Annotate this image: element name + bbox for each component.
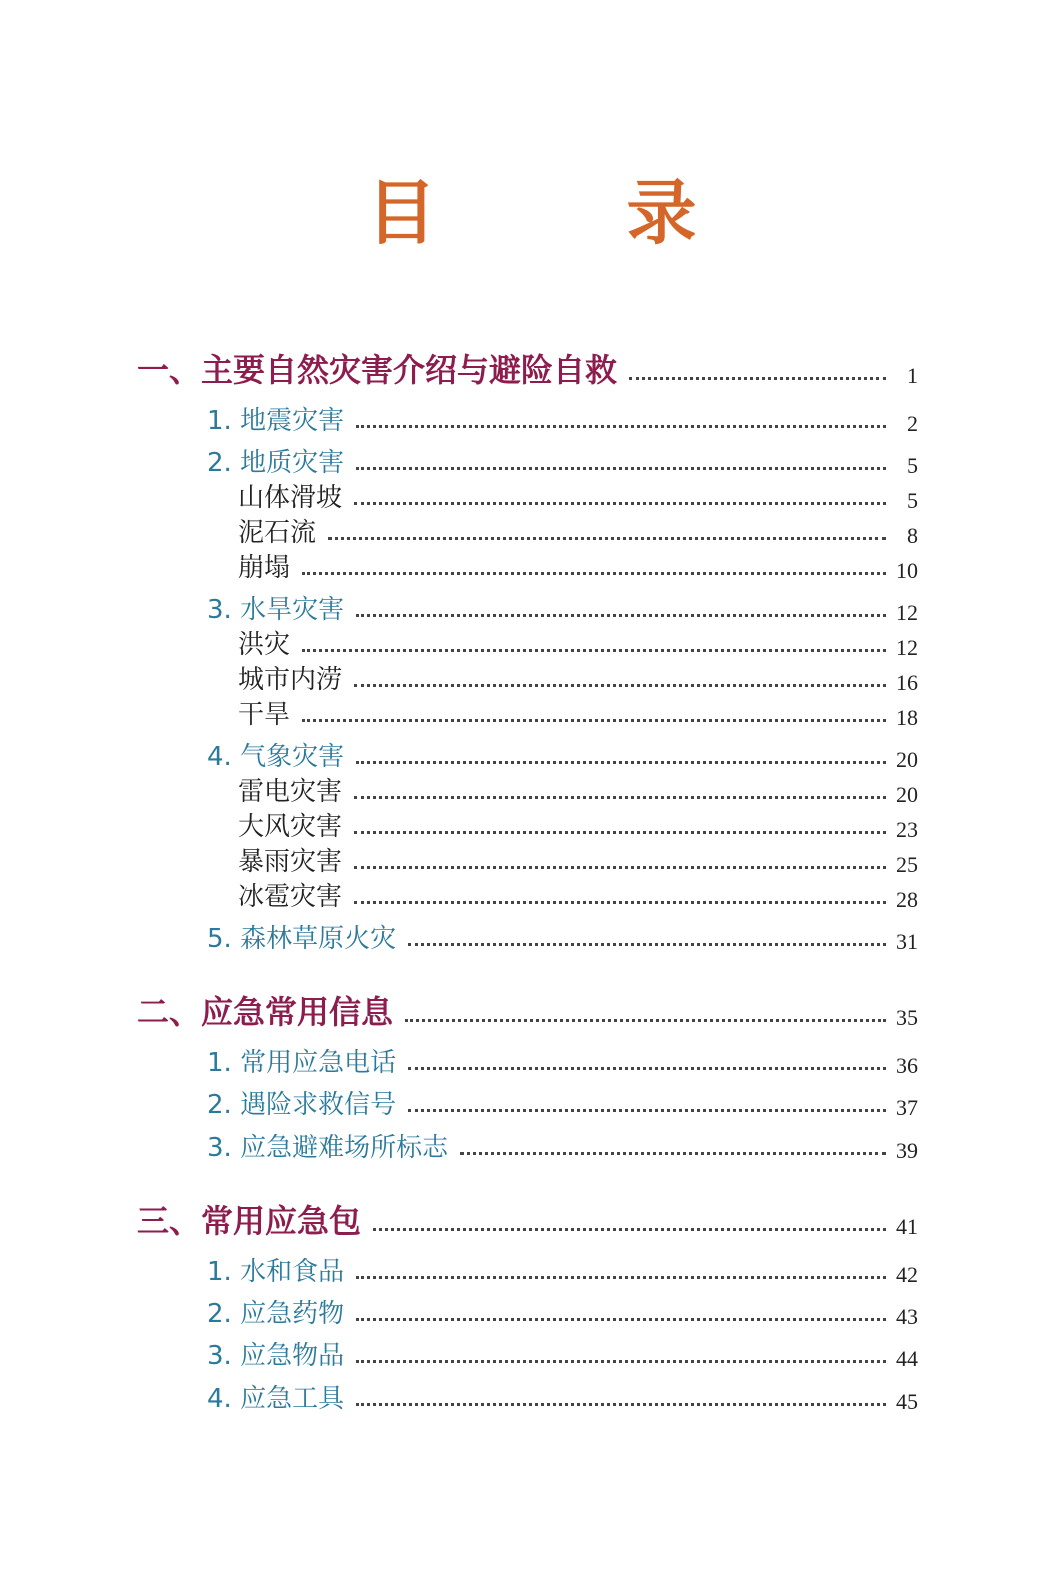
dot-leader <box>302 719 886 722</box>
dot-leader <box>408 943 886 946</box>
entry-title: 3. 应急物品 <box>207 1341 345 1371</box>
entry-title: 1. 地震灾害 <box>207 406 345 436</box>
toc-section-entry[interactable] <box>137 992 918 1032</box>
page-number: 18 <box>896 705 918 730</box>
page-number: 43 <box>896 1304 918 1329</box>
toc-subsection-entry[interactable] <box>207 1082 918 1122</box>
page-number: 16 <box>896 670 918 695</box>
dot-leader <box>629 377 886 380</box>
page-number: 8 <box>907 523 918 548</box>
entry-title: 雷电灾害 <box>238 777 343 807</box>
toc-item-entry[interactable] <box>238 545 918 585</box>
page-number: 20 <box>896 782 918 807</box>
dot-leader <box>354 901 886 904</box>
toc-item-entry[interactable] <box>238 657 918 697</box>
page-number: 12 <box>896 600 918 625</box>
toc-subsection-entry[interactable] <box>207 916 918 956</box>
page-number: 39 <box>896 1138 918 1163</box>
toc-subsection-entry[interactable] <box>207 398 918 438</box>
page-number: 35 <box>896 1005 918 1030</box>
entry-title: 大风灾害 <box>238 812 343 842</box>
dot-leader <box>356 761 886 764</box>
entry-title: 2. 地质灾害 <box>207 448 345 478</box>
entry-title: 5. 森林草原火灾 <box>207 924 397 954</box>
dot-leader <box>373 1228 886 1231</box>
entry-title: 冰雹灾害 <box>238 882 343 912</box>
page-number: 20 <box>896 747 918 772</box>
entry-title: 1. 水和食品 <box>207 1257 345 1287</box>
toc-item-entry[interactable] <box>238 839 918 879</box>
page-number: 28 <box>896 887 918 912</box>
entry-title: 2. 应急药物 <box>207 1299 345 1329</box>
page-number: 5 <box>907 453 918 478</box>
page-number: 42 <box>896 1262 918 1287</box>
entry-title: 洪灾 <box>238 630 291 660</box>
dot-leader <box>356 425 886 428</box>
dot-leader <box>356 614 886 617</box>
dot-leader <box>354 684 886 687</box>
dot-leader <box>354 831 886 834</box>
toc-item-entry[interactable] <box>238 874 918 914</box>
page-number: 10 <box>896 558 918 583</box>
entry-title: 山体滑坡 <box>238 483 343 513</box>
page-title: 目 录 <box>366 171 757 254</box>
page-number: 12 <box>896 635 918 660</box>
toc-section-entry[interactable] <box>137 350 918 390</box>
dot-leader <box>356 467 886 470</box>
entry-title: 4. 应急工具 <box>207 1384 345 1414</box>
entry-title: 暴雨灾害 <box>238 847 343 877</box>
page-number: 31 <box>896 929 918 954</box>
toc-subsection-entry[interactable] <box>207 1040 918 1080</box>
dot-leader <box>302 649 886 652</box>
entry-title: 4. 气象灾害 <box>207 742 345 772</box>
dot-leader <box>328 537 886 540</box>
toc-item-entry[interactable] <box>238 804 918 844</box>
toc-subsection-entry[interactable] <box>207 1249 918 1289</box>
entry-title: 干旱 <box>238 700 291 730</box>
dot-leader <box>354 866 886 869</box>
entry-title: 二、应急常用信息 <box>137 993 394 1031</box>
toc-subsection-entry[interactable] <box>207 587 918 627</box>
dot-leader <box>354 796 886 799</box>
toc-item-entry[interactable] <box>238 769 918 809</box>
page-number: 25 <box>896 852 918 877</box>
entry-title: 泥石流 <box>238 518 317 548</box>
toc-item-entry[interactable] <box>238 692 918 732</box>
dot-leader <box>356 1360 886 1363</box>
entry-title: 三、常用应急包 <box>137 1202 362 1240</box>
toc-subsection-entry[interactable] <box>207 1125 918 1165</box>
entry-title: 2. 遇险求救信号 <box>207 1090 397 1120</box>
dot-leader <box>302 572 886 575</box>
entry-title: 崩塌 <box>238 553 291 583</box>
toc-item-entry[interactable] <box>238 622 918 662</box>
toc-subsection-entry[interactable] <box>207 1333 918 1373</box>
dot-leader <box>354 502 886 505</box>
page-number: 5 <box>907 488 918 513</box>
toc-item-entry[interactable] <box>238 510 918 550</box>
page-number: 41 <box>896 1214 918 1239</box>
dot-leader <box>408 1109 886 1112</box>
page-number: 1 <box>907 363 918 388</box>
entry-title: 一、主要自然灾害介绍与避险自救 <box>137 351 618 389</box>
toc-item-entry[interactable] <box>238 475 918 515</box>
dot-leader <box>356 1276 886 1279</box>
entry-title: 城市内涝 <box>238 665 343 695</box>
page-number: 2 <box>907 411 918 436</box>
page-number: 23 <box>896 817 918 842</box>
toc-subsection-entry[interactable] <box>207 440 918 480</box>
toc-subsection-entry[interactable] <box>207 1291 918 1331</box>
toc-section-entry[interactable] <box>137 1201 918 1241</box>
toc-subsection-entry[interactable] <box>207 1376 918 1416</box>
page-number: 36 <box>896 1053 918 1078</box>
entry-title: 3. 应急避难场所标志 <box>207 1133 449 1163</box>
page-number: 37 <box>896 1095 918 1120</box>
dot-leader <box>460 1152 886 1155</box>
entry-title: 3. 水旱灾害 <box>207 595 345 625</box>
entry-title: 1. 常用应急电话 <box>207 1048 397 1078</box>
dot-leader <box>405 1019 886 1022</box>
dot-leader <box>356 1403 886 1406</box>
page-number: 44 <box>896 1346 918 1371</box>
page-number: 45 <box>896 1389 918 1414</box>
dot-leader <box>408 1067 886 1070</box>
dot-leader <box>356 1318 886 1321</box>
toc-subsection-entry[interactable] <box>207 734 918 774</box>
